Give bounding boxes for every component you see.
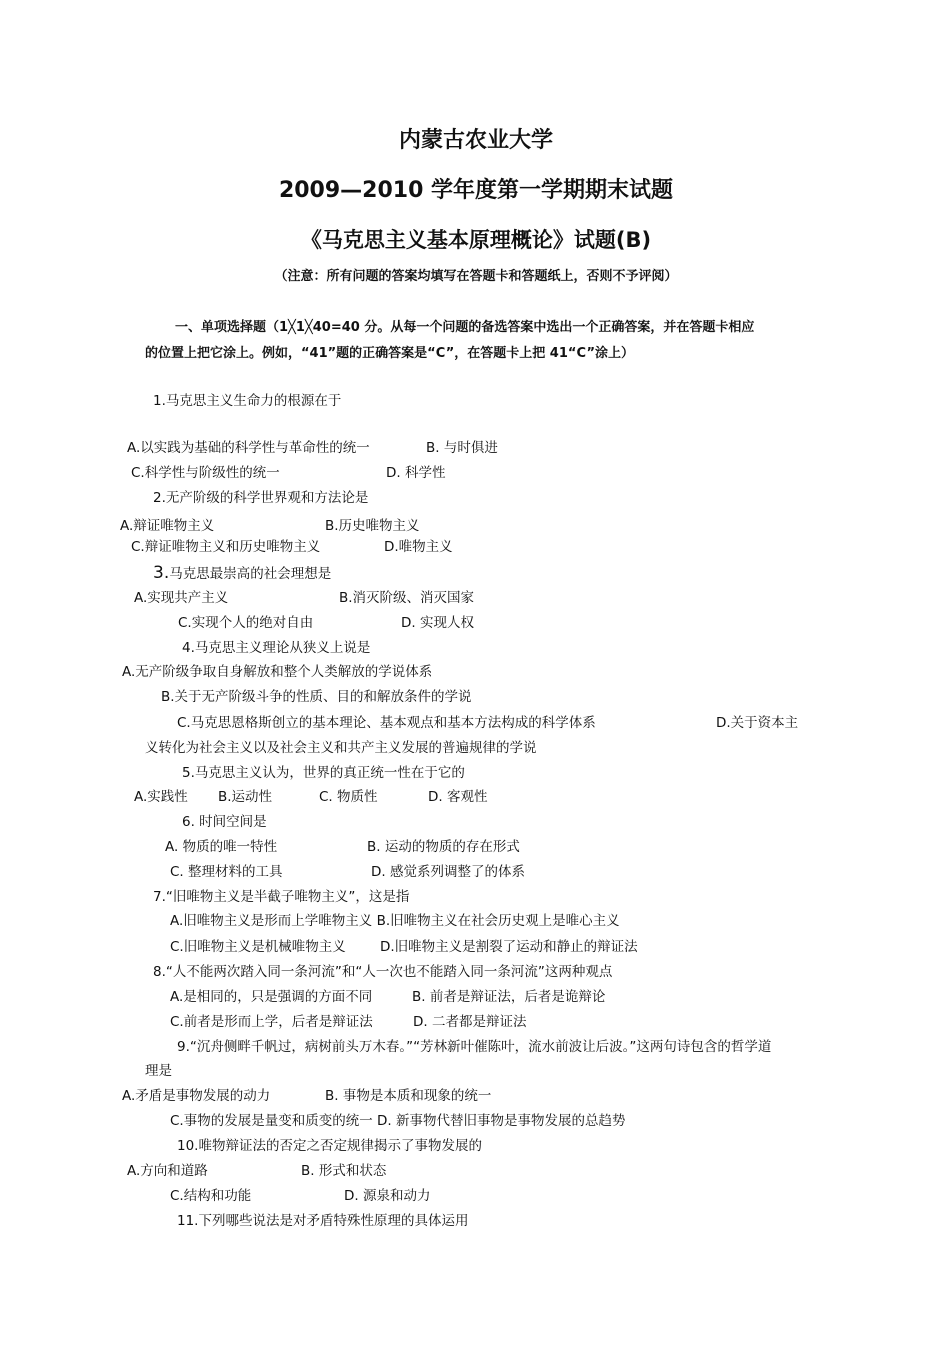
question-2-option-d: D.唯物主义 xyxy=(384,539,453,555)
question-4-stem: 4.马克思主义理论从狭义上说是 xyxy=(182,640,371,656)
question-3-option-a: A.实现共产主义 xyxy=(134,590,229,606)
university-title: 内蒙古农业大学 xyxy=(398,128,553,153)
exam-note: （注意：所有问题的答案均填写在答题卡和答题纸上，否则不予评阅） xyxy=(274,269,678,284)
question-3-option-d: D. 实现人权 xyxy=(401,615,474,631)
question-3-stem xyxy=(153,564,331,584)
question-1-stem: 1.马克思主义生命力的根源在于 xyxy=(153,393,342,409)
question-11-stem: 11.下列哪些说法是对矛盾特殊性原理的具体运用 xyxy=(177,1213,469,1229)
question-8-option-c: C.前者是形而上学，后者是辩证法 xyxy=(170,1014,373,1030)
question-4-option-d-line2: 义转化为社会主义以及社会主义和共产主义发展的普遍规律的学说 xyxy=(145,740,537,756)
question-2-option-b: B.历史唯物主义 xyxy=(325,518,420,534)
question-7-option-ab: A.旧唯物主义是形而上学唯物主义 B.旧唯物主义在社会历史观上是唯心主义 xyxy=(170,913,620,929)
question-6-option-a: A. 物质的唯一特性 xyxy=(165,839,278,855)
question-6-option-d: D. 感觉系列调整了的体系 xyxy=(371,864,525,880)
question-5-stem: 5.马克思主义认为，世界的真正统一性在于它的 xyxy=(182,765,465,781)
term-title: 2009—2010 学年度第一学期期末试题 xyxy=(278,178,674,203)
question-5-option-c: C. 物质性 xyxy=(319,789,378,805)
question-9-option-b: B. 事物是本质和现象的统一 xyxy=(325,1088,492,1104)
question-9-option-cd: C.事物的发展是量变和质变的统一 D. 新事物代替旧事物是事物发展的总趋势 xyxy=(170,1113,626,1129)
question-3-option-b: B.消灭阶级、消灭国家 xyxy=(339,590,475,606)
question-3-number: 3. xyxy=(153,563,170,583)
question-8-option-b: B. 前者是辩证法，后者是诡辩论 xyxy=(412,989,606,1005)
question-10-option-d: D. 源泉和动力 xyxy=(344,1188,431,1204)
section-heading-line2: 的位置上把它涂上。例如，“41”题的正确答案是“C”，在答题卡上把 41“C”涂上） xyxy=(145,346,635,361)
question-2-option-c: C.辩证唯物主义和历史唯物主义 xyxy=(131,539,321,555)
question-9-stem-line2: 理是 xyxy=(145,1063,172,1079)
section-heading-line1: 一、单项选择题（1╳1╳40=40 分。从每一个问题的备选答案中选出一个正确答案，并在答题卡相应 xyxy=(175,320,755,335)
question-1-option-b: B. 与时俱进 xyxy=(426,440,498,456)
question-4-option-b: B.关于无产阶级斗争的性质、目的和解放条件的学说 xyxy=(161,689,472,705)
question-8-stem: 8.“人不能两次踏入同一条河流”和“人一次也不能踏入同一条河流”这两种观点 xyxy=(153,964,613,980)
question-1-option-a: A.以实践为基础的科学性与革命性的统一 xyxy=(127,440,370,456)
question-6-option-c: C. 整理材料的工具 xyxy=(170,864,283,880)
question-10-option-c: C.结构和功能 xyxy=(170,1188,252,1204)
question-9-stem-line1: 9.“沉舟侧畔千帆过，病树前头万木春。”“芳林新叶催陈叶，流水前波让后波。”这两句诗包含的哲学道 xyxy=(177,1039,772,1055)
question-7-option-c: C.旧唯物主义是机械唯物主义 xyxy=(170,939,346,955)
question-2-stem: 2.无产阶级的科学世界观和方法论是 xyxy=(153,490,369,506)
question-1-option-d: D. 科学性 xyxy=(386,465,446,481)
question-8-option-d: D. 二者都是辩证法 xyxy=(413,1014,527,1030)
question-10-stem: 10.唯物辩证法的否定之否定规律揭示了事物发展的 xyxy=(177,1138,482,1154)
question-5-option-d: D. 客观性 xyxy=(428,789,488,805)
course-title: 《马克思主义基本原理概论》试题(B) xyxy=(300,228,652,252)
question-6-option-b: B. 运动的物质的存在形式 xyxy=(367,839,520,855)
question-8-option-a: A.是相同的，只是强调的方面不同 xyxy=(170,989,373,1005)
question-7-stem: 7.“旧唯物主义是半截子唯物主义”，这是指 xyxy=(153,889,410,905)
question-3-option-c: C.实现个人的绝对自由 xyxy=(178,615,314,631)
question-7-option-d: D.旧唯物主义是割裂了运动和静止的辩证法 xyxy=(380,939,638,955)
question-4-option-c: C.马克思恩格斯创立的基本理论、基本观点和基本方法构成的科学体系 xyxy=(177,715,596,731)
question-10-option-a: A.方向和道路 xyxy=(127,1163,208,1179)
question-9-option-a: A.矛盾是事物发展的动力 xyxy=(122,1088,271,1104)
question-1-option-c: C.科学性与阶级性的统一 xyxy=(131,465,280,481)
question-3-text: 马克思最崇高的社会理想是 xyxy=(169,566,332,582)
question-5-option-a: A.实践性 xyxy=(134,789,188,805)
question-4-option-a: A.无产阶级争取自身解放和整个人类解放的学说体系 xyxy=(122,664,433,680)
question-4-option-d-line1: D.关于资本主 xyxy=(716,715,799,731)
question-2-option-a: A.辩证唯物主义 xyxy=(120,518,215,534)
question-6-stem: 6. 时间空间是 xyxy=(182,814,267,830)
question-10-option-b: B. 形式和状态 xyxy=(301,1163,387,1179)
question-5-option-b: B.运动性 xyxy=(218,789,273,805)
